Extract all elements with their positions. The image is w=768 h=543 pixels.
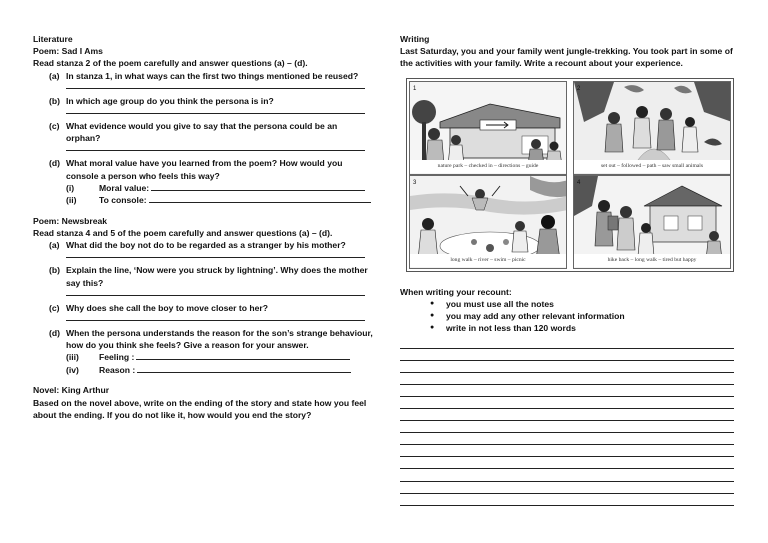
picture-panel-3 (409, 175, 567, 269)
section-title: Writing (400, 34, 430, 44)
notes-title: When writing your recount: (400, 286, 512, 297)
sub-question-moral: (i) Moral value: (33, 182, 373, 195)
poem-title: Poem: Newsbreak (33, 215, 108, 226)
panel-caption: nature park – checked in – directions – guide (410, 160, 566, 172)
sub-question-reason: (iv) Reason : (33, 364, 373, 377)
writing-prompt: Last Saturday, you and your family went jungle-trekking. You took part in some of the activities with your family. Write a recount about your experience. (400, 46, 733, 69)
answer-line[interactable] (66, 82, 365, 89)
answer-line[interactable] (149, 194, 371, 203)
note-item: ● you may add any other relevant information (430, 310, 736, 322)
answer-line[interactable] (66, 144, 365, 151)
question-c: (c) Why does she call the boy to move closer to her? (49, 302, 268, 313)
instruction: Read stanza 2 of the poem carefully and answer questions (a) – (d). (33, 58, 308, 69)
writing-line[interactable] (400, 494, 734, 506)
answer-line[interactable] (66, 251, 365, 258)
writing-line[interactable] (400, 445, 734, 457)
writing-line[interactable] (400, 361, 734, 373)
question-c: (c) What evidence would you give to say that the persona could be an orphan? (49, 121, 338, 144)
answer-line[interactable] (137, 364, 351, 373)
writing-column (400, 33, 736, 506)
answer-line[interactable] (66, 289, 365, 296)
writing-line[interactable] (400, 397, 734, 409)
panel-caption: long walk – river – swim – picnic (410, 254, 566, 266)
answer-line[interactable] (66, 314, 365, 321)
writing-line[interactable] (400, 336, 734, 348)
panel-number: 4 (577, 179, 581, 186)
writing-line[interactable] (400, 409, 734, 421)
picture-panel-4 (573, 175, 731, 269)
picture-panel-2 (573, 81, 731, 175)
panel-number: 3 (413, 179, 417, 186)
poem-title: Poem: Sad I Ams (33, 46, 103, 57)
question-d: (d) When the persona understands the reason for the son’s strange behaviour, how do you think she feels? Give a reason for your answer. (49, 328, 373, 351)
question-d: (d) What moral value have you learned from the poem? How would you console a person who feels this way? (49, 158, 343, 181)
panel-number: 1 (413, 85, 417, 92)
sub-question-feeling: (iii) Feeling : (33, 351, 373, 364)
notes-list (400, 298, 736, 335)
writing-line[interactable] (400, 457, 734, 469)
writing-line[interactable] (400, 433, 734, 445)
writing-line[interactable] (400, 373, 734, 385)
writing-line[interactable] (400, 469, 734, 481)
question-a: (a) In stanza 1, in what ways can the first two things mentioned be reused? (49, 70, 359, 81)
writing-line[interactable] (400, 482, 734, 494)
question-b: (b) Explain the line, ‘Now were you struck by lightning’. Why does the mother say this? (49, 265, 368, 288)
panel-caption: set out – followed – path – saw small animals (574, 160, 730, 172)
answer-line[interactable] (66, 107, 365, 114)
answer-line[interactable] (151, 182, 365, 191)
panel-number: 2 (577, 85, 581, 92)
writing-lines[interactable] (400, 336, 736, 505)
novel-title: Novel: King Arthur (33, 385, 110, 396)
note-item: ● write in not less than 120 words (430, 322, 736, 334)
answer-line[interactable] (136, 351, 350, 360)
writing-line[interactable] (400, 421, 734, 433)
note-item: ● you must use all the notes (430, 298, 736, 310)
writing-line[interactable] (400, 385, 734, 397)
writing-line[interactable] (400, 349, 734, 361)
question-a: (a) What did the boy not do to be regarded as a stranger by his mother? (49, 240, 346, 251)
picture-panel-1 (409, 81, 567, 175)
section-title: Literature (33, 34, 73, 44)
instruction: Read stanza 4 and 5 of the poem carefully and answer questions (a) – (d). (33, 228, 333, 239)
literature-column (33, 33, 373, 421)
novel-question: Based on the novel above, write on the ending of the story and state how you feel about the ending. If you do not like it, how would you end the story? (33, 397, 367, 420)
picture-panels (406, 78, 734, 272)
sub-question-console: (ii) To console: (33, 194, 373, 207)
panel-caption: hike back – long walk – tired but happy (574, 254, 730, 266)
question-b: (b) In which age group do you think the persona is in? (49, 95, 274, 106)
